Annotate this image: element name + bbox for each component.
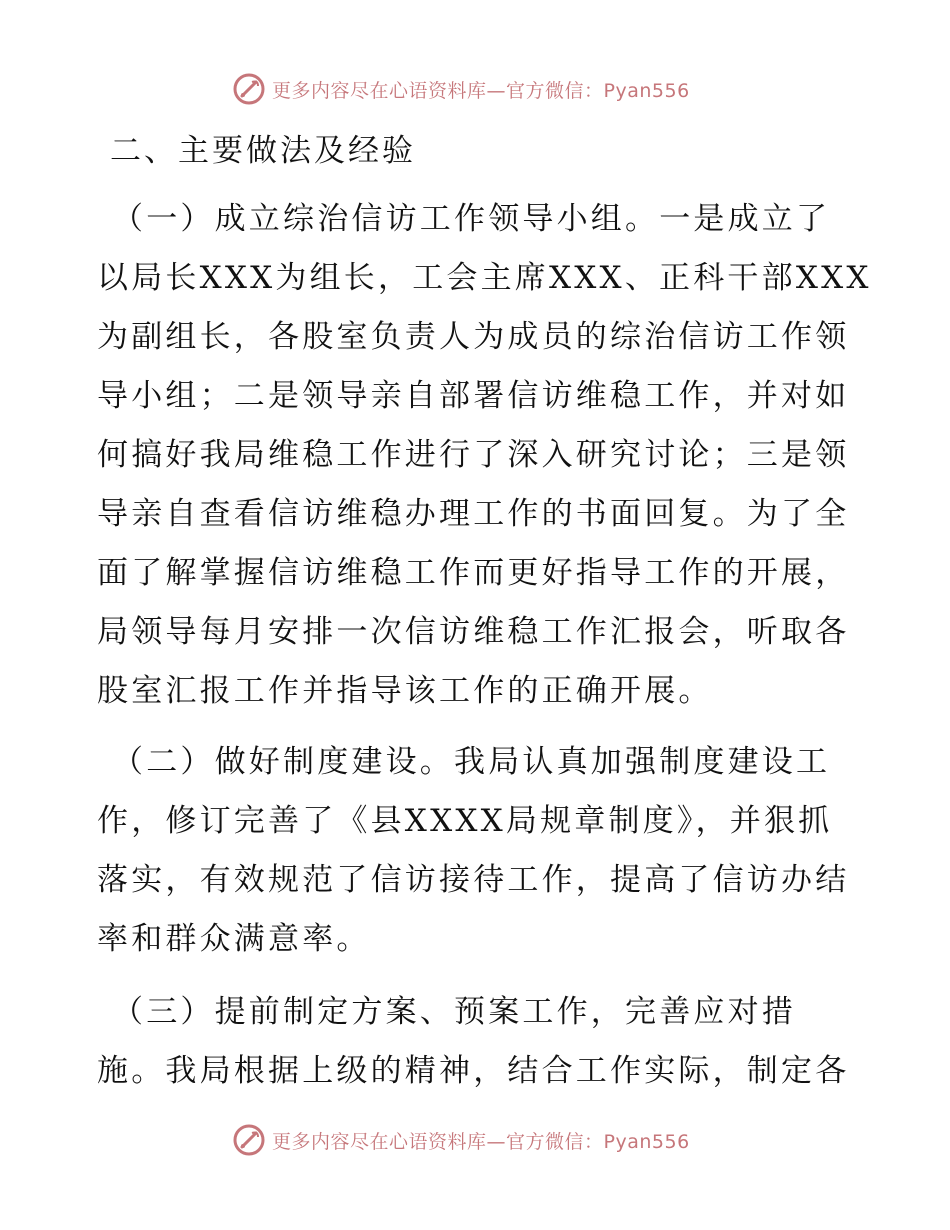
text-line: 率和群众满意率。 xyxy=(97,921,371,957)
text-line: （二）做好制度建设。我局认真加强制度建设工 xyxy=(112,744,831,780)
text-line: 面了解掌握信访维稳工作而更好指导工作的开展， xyxy=(97,555,850,591)
quill-circle-logo xyxy=(232,72,266,106)
quill-circle-logo xyxy=(232,1123,266,1157)
section-heading: 二、主要做法及经验 xyxy=(110,133,416,169)
text-line: 落实，有效规范了信访接待工作，提高了信访办结 xyxy=(97,862,850,898)
text-line: （一）成立综治信访工作领导小组。一是成立了 xyxy=(112,201,831,237)
text-line: 为副组长，各股室负责人为成员的综治信访工作领 xyxy=(97,319,850,355)
text-line: 股室汇报工作并指导该工作的正确开展。 xyxy=(97,673,713,709)
text-line: 何搞好我局维稳工作进行了深入研究讨论；三是领 xyxy=(97,437,850,473)
paragraph-3 xyxy=(97,983,857,1101)
watermark-text: 更多内容尽在心语资料库—官方微信：Pyan556 xyxy=(272,1130,690,1153)
watermark-text: 更多内容尽在心语资料库—官方微信：Pyan556 xyxy=(272,79,690,102)
watermark-banner-bottom xyxy=(232,1123,690,1157)
text-line: （三）提前制定方案、预案工作，完善应对措 xyxy=(112,994,796,1030)
text-line: 导亲自查看信访维稳办理工作的书面回复。为了全 xyxy=(97,496,850,532)
text-line: 施。我局根据上级的精神，结合工作实际，制定各 xyxy=(97,1053,850,1089)
text-line: 以局长XXX为组长，工会主席XXX、正科干部XXX xyxy=(97,260,872,296)
watermark-banner-top xyxy=(232,72,690,106)
paragraph-2 xyxy=(97,733,857,969)
text-line: 作，修订完善了《县XXXX局规章制度》，并狠抓 xyxy=(97,803,833,839)
text-line: 导小组；二是领导亲自部署信访维稳工作，并对如 xyxy=(97,378,850,414)
paragraph-1 xyxy=(97,190,872,721)
text-line: 局领导每月安排一次信访维稳工作汇报会，听取各 xyxy=(97,614,850,650)
